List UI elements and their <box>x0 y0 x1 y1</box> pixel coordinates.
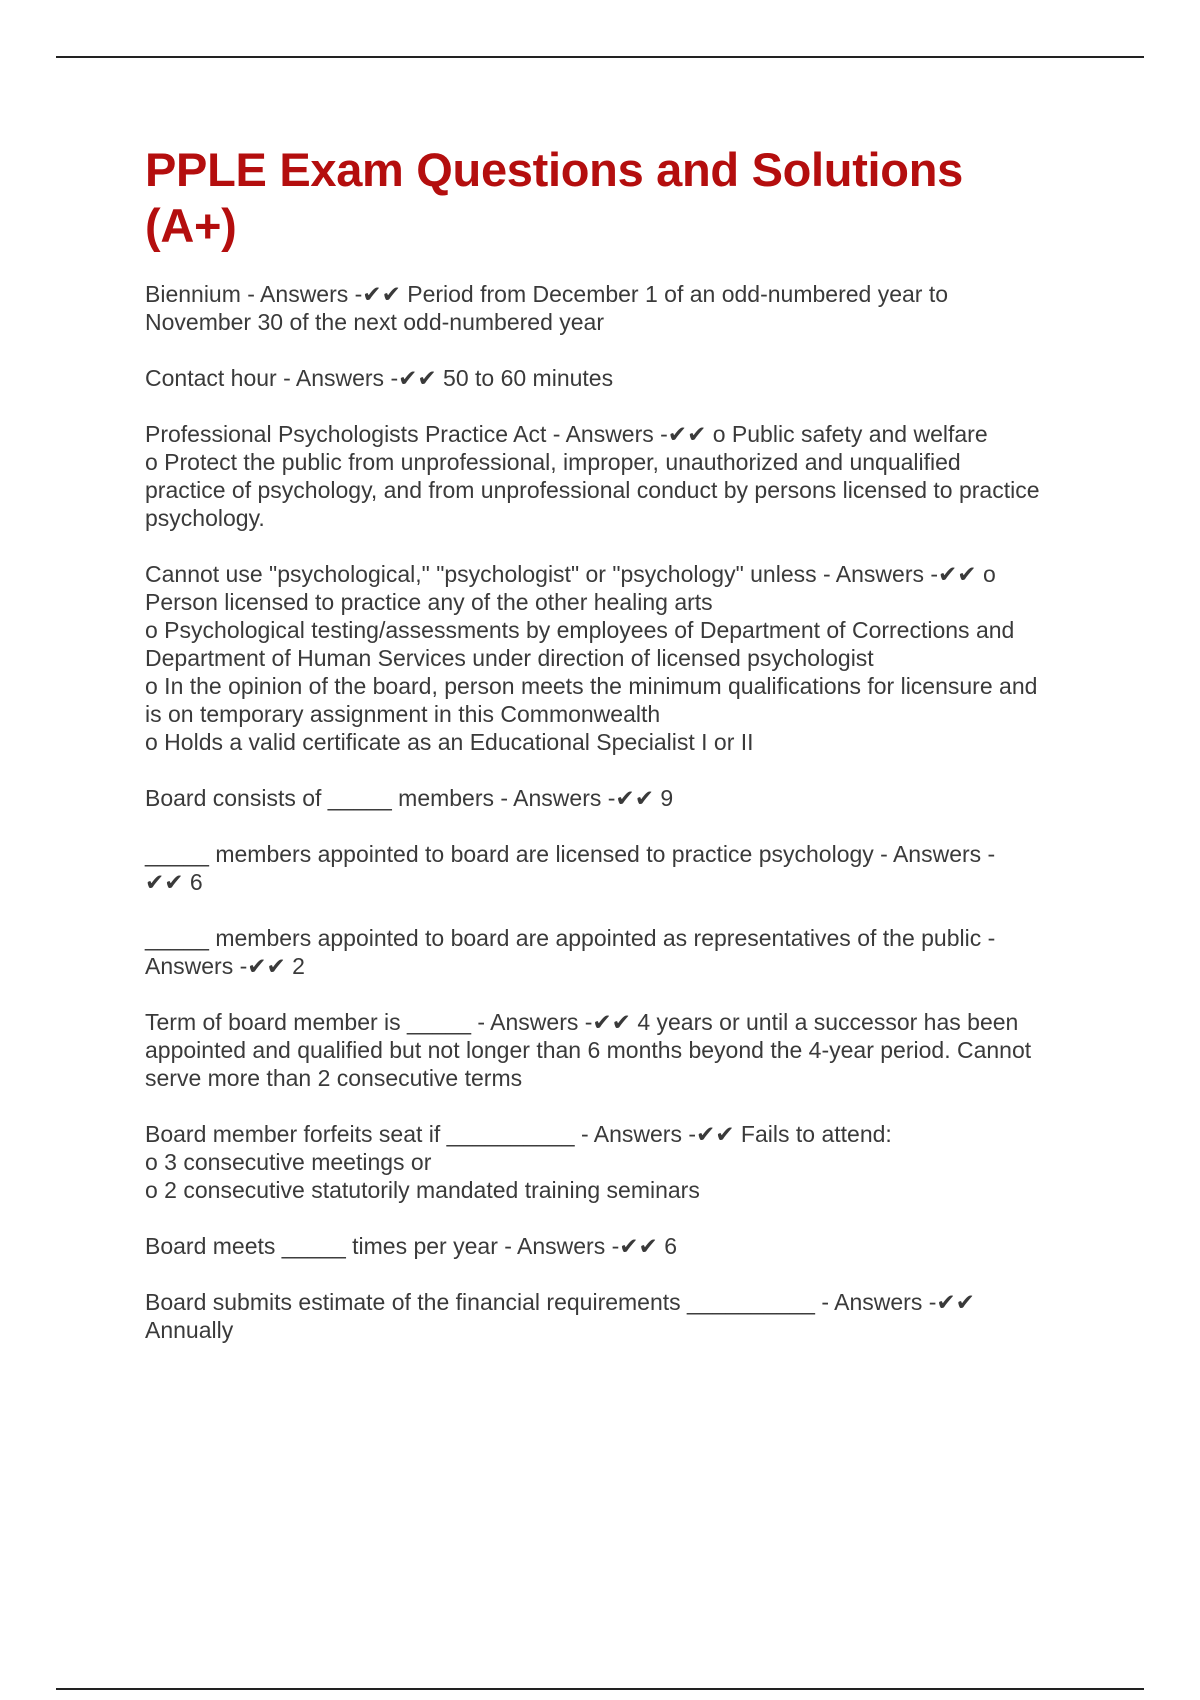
entry-line: o Holds a valid certificate as an Educational Specialist I or II <box>145 729 754 755</box>
entry-line: serve more than 2 consecutive terms <box>145 1065 523 1091</box>
qa-entry-term <box>145 1008 1095 1092</box>
entry-line: Department of Human Services under direction of licensed psychologist <box>145 645 874 671</box>
entry-line: _____ members appointed to board are appointed as representatives of the public - <box>145 925 996 951</box>
title-line: (A+) <box>145 199 237 252</box>
entry-line: o 3 consecutive meetings or <box>145 1149 432 1175</box>
qa-entry-contact-hour <box>145 364 1095 392</box>
qa-entry-forfeit-seat <box>145 1120 1095 1204</box>
entry-line: Board submits estimate of the financial requirements __________ - Answers -✔✔ <box>145 1289 975 1315</box>
entry-line: November 30 of the next odd-numbered year <box>145 309 604 335</box>
page-title <box>145 142 1095 254</box>
qa-entry-title-use <box>145 560 1095 756</box>
qa-entry-financial-estimate <box>145 1288 1095 1344</box>
document-body <box>145 142 1095 1344</box>
qa-entry-meetings <box>145 1232 1095 1260</box>
qa-entry-practice-act <box>145 420 1095 532</box>
qa-entry-licensed-members <box>145 840 1095 896</box>
entry-line: Annually <box>145 1317 234 1343</box>
entry-line: ✔✔ 6 <box>145 869 203 895</box>
entry-line: Board consists of _____ members - Answers -✔✔ 9 <box>145 785 674 811</box>
entry-line: Board member forfeits seat if __________ - Answers -✔✔ Fails to attend: <box>145 1121 892 1147</box>
entry-line: o Psychological testing/assessments by employees of Department of Corrections and <box>145 617 1015 643</box>
entry-line: practice of psychology, and from unprofessional conduct by persons licensed to practice <box>145 477 1040 503</box>
entry-line: o 2 consecutive statutorily mandated training seminars <box>145 1177 700 1203</box>
entry-line: psychology. <box>145 505 265 531</box>
title-line: PPLE Exam Questions and Solutions <box>145 143 963 196</box>
entry-line: Contact hour - Answers -✔✔ 50 to 60 minutes <box>145 365 614 391</box>
top-rule <box>56 56 1144 58</box>
bottom-rule <box>56 1688 1144 1690</box>
entry-line: Person licensed to practice any of the other healing arts <box>145 589 713 615</box>
qa-entry-public-members <box>145 924 1095 980</box>
entry-line: is on temporary assignment in this Commonwealth <box>145 701 661 727</box>
entry-line: Term of board member is _____ - Answers -✔✔ 4 years or until a successor has been <box>145 1009 1019 1035</box>
entry-line: Cannot use "psychological," "psychologist" or "psychology" unless - Answers -✔✔ o <box>145 561 996 587</box>
entry-line: Biennium - Answers -✔✔ Period from December 1 of an odd-numbered year to <box>145 281 949 307</box>
qa-entry-board-size <box>145 784 1095 812</box>
entry-line: _____ members appointed to board are licensed to practice psychology - Answers - <box>145 841 996 867</box>
entry-line: o In the opinion of the board, person meets the minimum qualifications for licensure and <box>145 673 1038 699</box>
entry-line: appointed and qualified but not longer than 6 months beyond the 4-year period. Cannot <box>145 1037 1032 1063</box>
entry-line: Answers -✔✔ 2 <box>145 953 305 979</box>
entry-line: Board meets _____ times per year - Answers -✔✔ 6 <box>145 1233 677 1259</box>
entry-line: Professional Psychologists Practice Act - Answers -✔✔ o Public safety and welfare <box>145 421 988 447</box>
qa-entry-biennium <box>145 280 1095 336</box>
entry-line: o Protect the public from unprofessional, improper, unauthorized and unqualified <box>145 449 961 475</box>
